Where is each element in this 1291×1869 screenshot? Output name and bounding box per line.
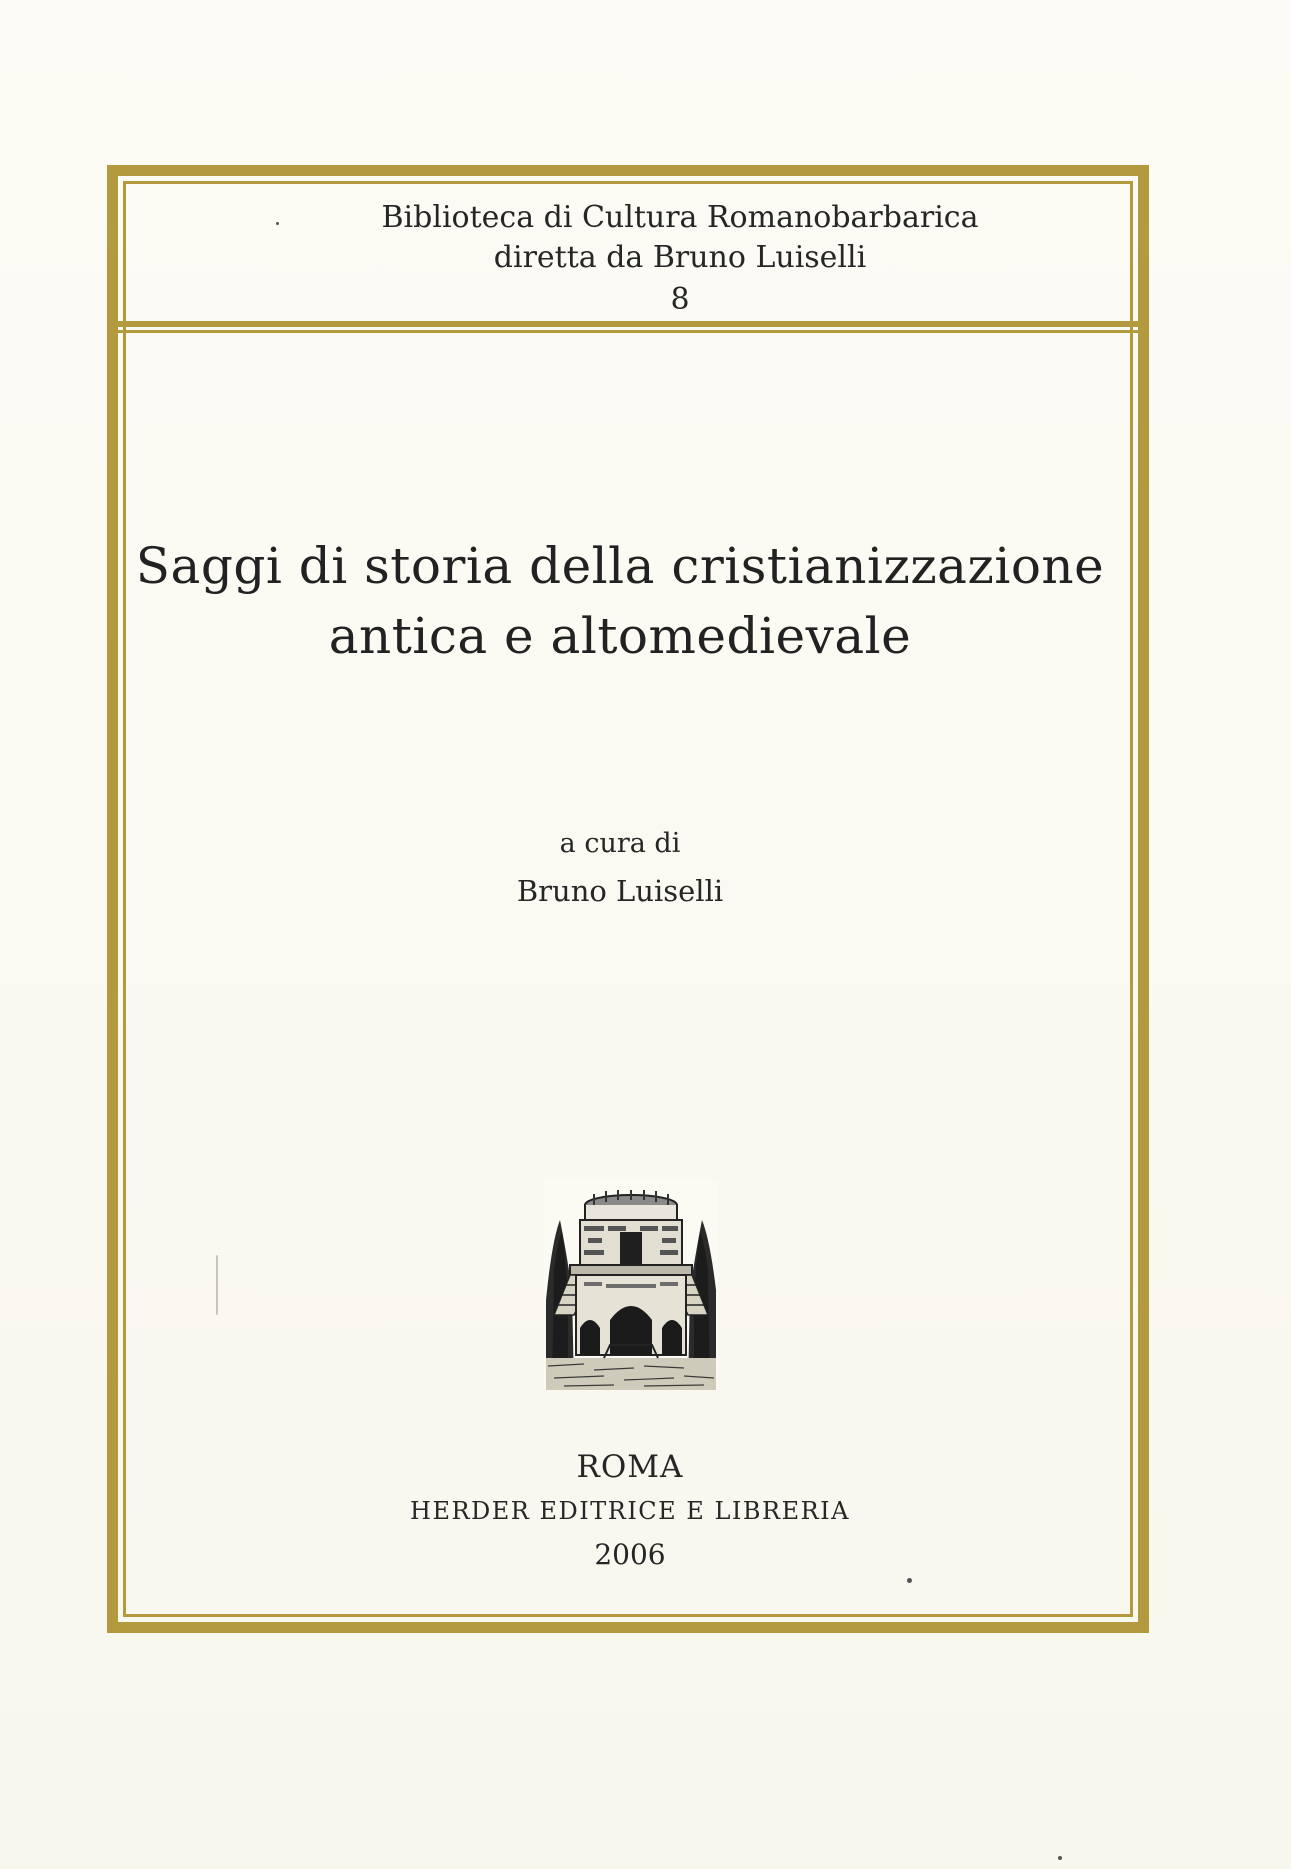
editor-prefix: a cura di bbox=[559, 828, 681, 859]
mausoleum-engraving-icon bbox=[544, 1180, 718, 1390]
series-director: diretta da Bruno Luiselli bbox=[493, 240, 867, 275]
imprint-year: 2006 bbox=[594, 1538, 666, 1571]
paper-speck bbox=[907, 1578, 912, 1583]
book-title-line-1: Saggi di storia della cristianizzazione bbox=[135, 537, 1105, 595]
series-volume-number: 8 bbox=[670, 282, 690, 317]
paper-speck bbox=[276, 222, 279, 225]
imprint-publisher: HERDER EDITRICE E LIBRERIA bbox=[410, 1497, 850, 1525]
paper-speck bbox=[216, 1255, 218, 1315]
series-divider-thin bbox=[118, 330, 1138, 333]
paper-speck bbox=[1058, 1856, 1062, 1860]
series-divider-thick bbox=[118, 321, 1138, 327]
editor-name: Bruno Luiselli bbox=[516, 874, 724, 908]
book-title-line-2: antica e altomedievale bbox=[328, 607, 912, 665]
series-name: Biblioteca di Cultura Romanobarbarica bbox=[381, 200, 979, 235]
imprint-city: ROMA bbox=[576, 1449, 684, 1485]
